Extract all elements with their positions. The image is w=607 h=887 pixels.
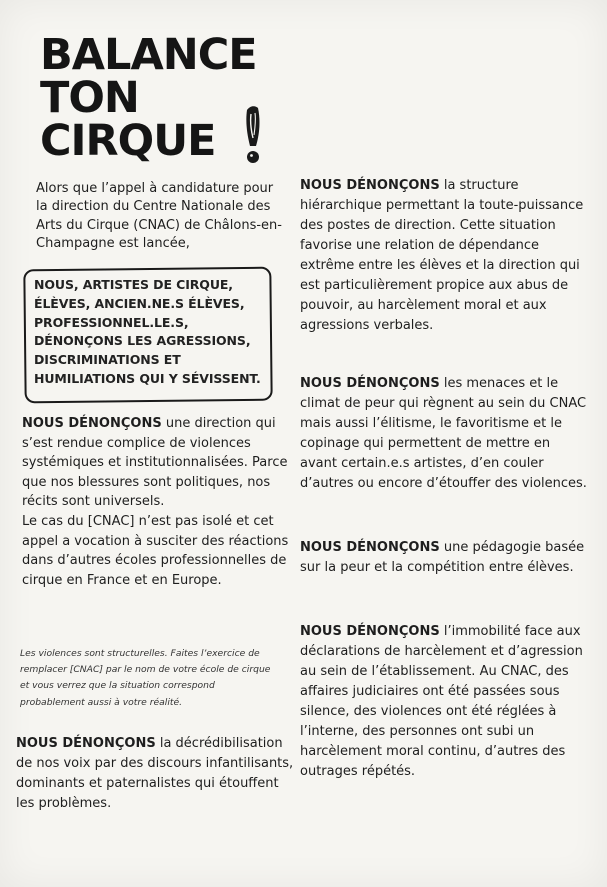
denunciation-text: une pédagogie basée sur la peur et la compétition entre élèves. <box>300 540 585 575</box>
denunciation-lead: NOUS DÉNONÇONS <box>300 178 440 193</box>
denunciation-lead: NOUS DÉNONÇONS <box>300 540 440 555</box>
title-line-2: TON <box>40 73 139 123</box>
denunciation-lead: NOUS DÉNONÇONS <box>300 376 440 391</box>
italic-note: Les violences sont structurelles. Faites l’exercice de remplacer [CNAC] par le nom de votre école de cirque et vous verrez que la situation correspond probablement aussi à votre réalité. <box>20 648 271 708</box>
denunciation-text: une direction qui s’est rendue complice de violences systémiques et institutionnalisées. Parce que nos blessures sont politiques, nos récits sont universels. <box>22 416 288 510</box>
denunciation-text: la structure hiérarchique permettant la toute-puissance des postes de direction. Cette situation favorise une relation de dépendance extrême entre les élèves et la direction qui est particulièrement propice aux abus de pouvoir, au harcèlement moral et aux agressions verbales. <box>300 178 584 333</box>
right-denunciation-3 <box>300 538 590 578</box>
title-line-1: BALANCE <box>40 30 257 80</box>
denunciation-text: la décrédibilisation de nos voix par des discours infantilisants, dominants et paternalistes qui étouffent les problèmes. <box>16 736 294 811</box>
left-denunciation-1 <box>22 414 298 590</box>
right-denunciation-2 <box>300 374 590 494</box>
title-line-3: CIRQUE <box>40 116 216 166</box>
left-denunciation-2 <box>16 734 298 814</box>
denunciation-text: l’immobilité face aux déclarations de harcèlement et d’agression au sein de l’établissement. Au CNAC, des affaires judiciaires ont été passées sous silence, des violences ont été réglées à l’interne, des personnes ont subi un harcèlement moral continu, d’autres des outrages répétés. <box>300 624 583 779</box>
denunciation-text: les menaces et le climat de peur qui règnent au sein du CNAC mais aussi l’élitisme, le favoritisme et le copinage qui permettent de mettre en avant certain.e.s artistes, d’en couler d’autres ou encore d’étouffer des violences. <box>300 376 587 491</box>
exclamation-mark-icon <box>242 104 264 166</box>
denunciation-lead: NOUS DÉNONÇONS <box>22 416 162 431</box>
right-denunciation-1 <box>300 176 590 336</box>
right-denunciation-4 <box>300 622 590 782</box>
intro-text: Alors que l’appel à candidature pour la direction du Centre Nationale des Arts du Cirque (CNAC) de Châlons-en-Champagne est lancée, <box>36 181 282 252</box>
denunciation-lead: NOUS DÉNONÇONS <box>16 736 156 751</box>
denunciation-lead: NOUS DÉNONÇONS <box>300 624 440 639</box>
page-title <box>40 30 257 166</box>
statement-box-text: NOUS, ARTISTES DE CIRQUE, ÉLÈVES, ANCIEN.NE.S ÉLÈVES, PROFESSIONNEL.LE.S, DÉNONÇONS LES AGRESSIONS, DISCRIMINATIONS ET HUMILIATIONS QUI Y SÉVISSENT. <box>34 277 261 386</box>
cnac-case-text: Le cas du [CNAC] n’est pas isolé et cet appel a vocation à susciter des réactions dans d’autres écoles professionnelles de cirque en France et en Europe. <box>22 513 289 588</box>
